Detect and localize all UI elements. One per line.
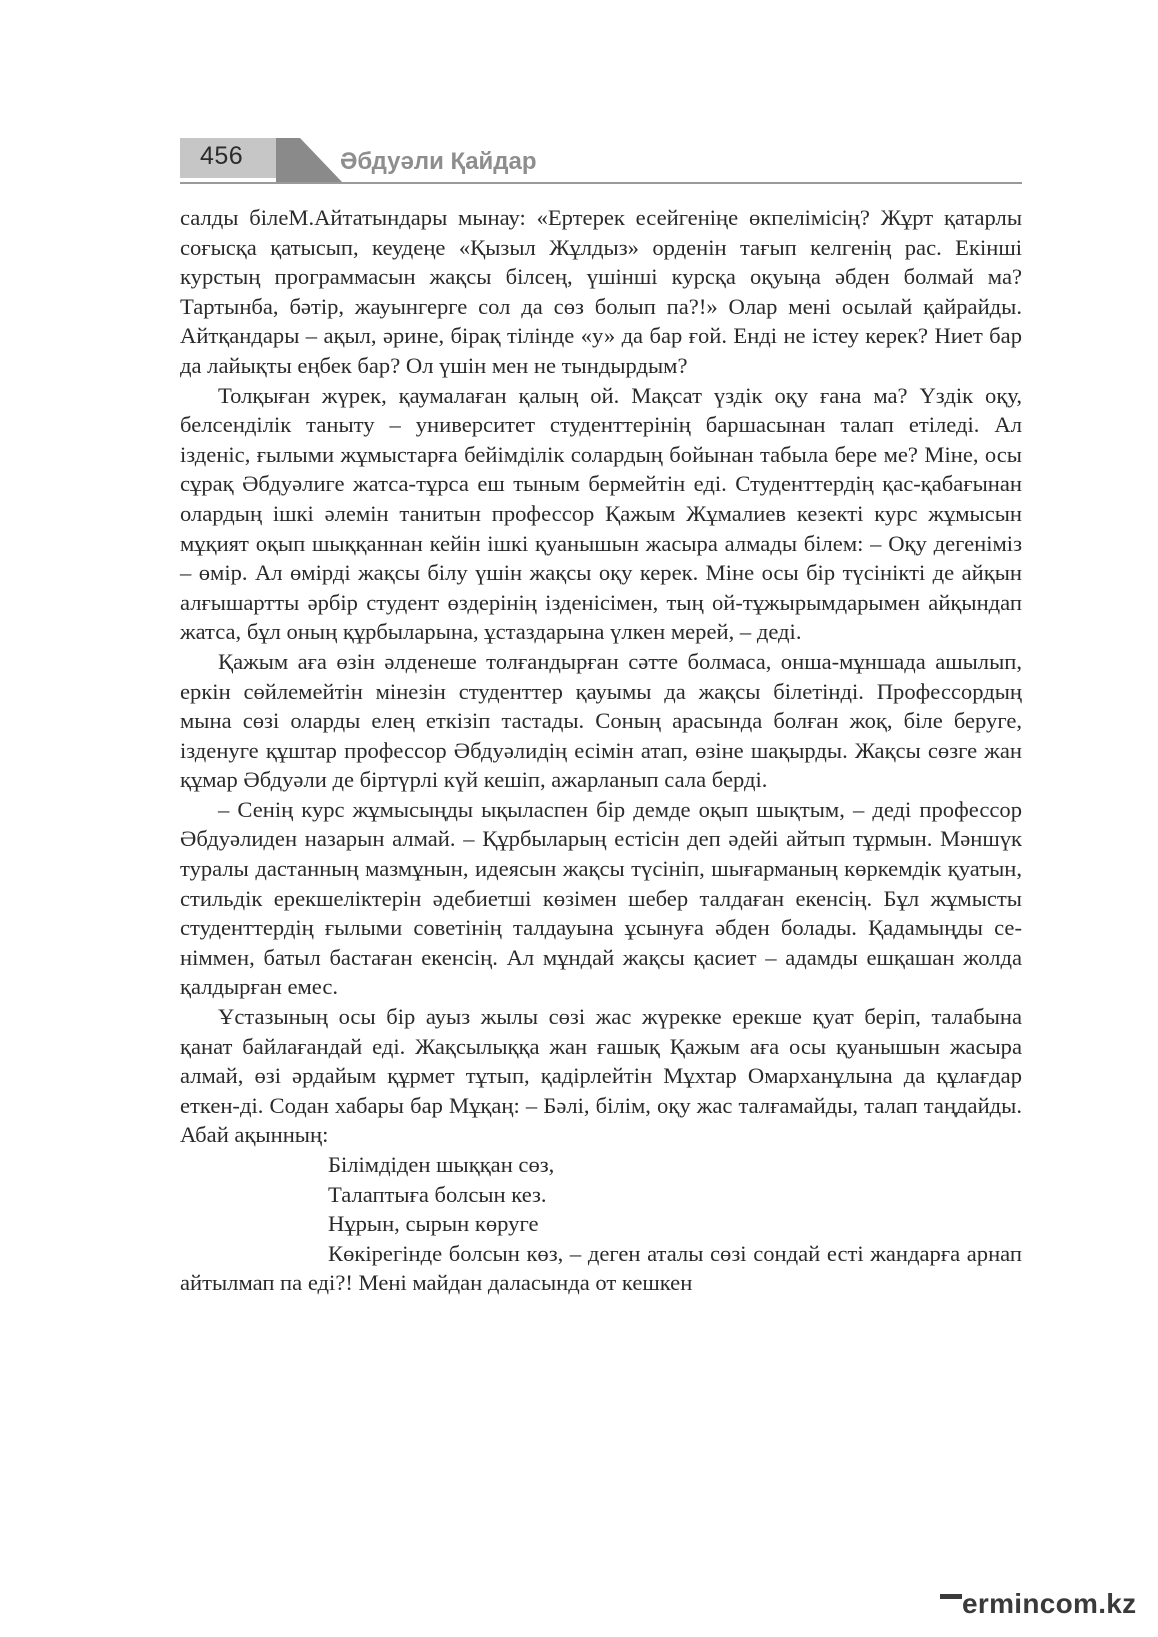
closing-paragraph: Көкірегінде болсын көз, – деген аталы сөзі сондай есті жандарға арнап айтылмап па еді?! Мені майдан даласында от кешкен bbox=[180, 1240, 1022, 1296]
poem-line-1: Білімдіден шыққан сөз, bbox=[328, 1152, 555, 1177]
paragraph-3: Қажым аға өзін әлденеше толғандырған сәтте болмаса, онша-мұншада ашылып, еркін сөйлемейтін мінезін студенттер қауымы да жақсы білетінді. Профессордың мына сөзі оларды елең еткізіп тастады. Соның арасында болған жоқ, біле беруге, ізденуге құштар профессор Әбдуәлидің есімін атап, өзіне шақырды. Жақсы сөзге жан құмар Әбдуәли де біртүрлі күй кешіп, ажарланып сала берді. bbox=[180, 648, 1022, 793]
paragraph-1: салды білеМ.Айтатындары мынау: «Ертерек есейгеніңе өкпелімісің? Жұрт қатарлы соғысқа қатысып, кеудеңе «Қызыл Жұлдыз» орденін тағып келгенің рас. Екінші курстың программасын жақсы білсең, үшінші курсқа оқуыңа әбден болмай ма? Тартынба, бәтір, жауынгерге сол да сөз болып па?!» Олар мені осылай қайрайды. Айтқандары – ақыл, әрине, бірақ тілінде «у» да бар ғой. Енді не істеу керек? Ниет бар да лайықты еңбек бар? Ол үшін мен не тындырдым? bbox=[180, 205, 1022, 378]
paragraph-4: – Сенің курс жұмысыңды ықыласпен бір демде оқып шықтым, – деді профессор Әбдуәлиден назарын алмай. – Құрбыларың естісін деп әдейі айтып тұрмын. Мәншүк туралы дастанның мазмұнын, идеясын жақсы түсініп, шығарманың көркемдік қуатын, стильдік ерекшеліктерін әдебиетші көзімен шебер талдаған екенсің. Бұл жұмысты студенттердің ғылыми советінің талдауына ұсынуға әбден болады. Қадамыңды сеніммен, батыл бастаған екенсің. Ал мұндай жақсы қасиет – адамды ешқашан жолда қалдырған емес. bbox=[180, 796, 1022, 1000]
watermark-t-bar bbox=[940, 1594, 962, 1599]
site-watermark bbox=[940, 1588, 1150, 1628]
poem-line-2: Талаптыға болсын кез. bbox=[328, 1181, 547, 1207]
paragraph-2: Толқыған жүрек, қаумалаған қалың ой. Мақсат үздік оқу ғана ма? Үздік оқу, белсенділік таныту – университет студенттерінің баршасынан талап етіледі. Ал ізденіс, ғылыми жұмыстарға бейімділік солардың бойынан табыла бере ме? Міне, осы сұрақ Әбдуәлиге жатса-тұрса еш тыным бермейтін еді. Студенттердің қас-қабағынан олардың ішкі әлемін танитын профессор Қажым Жұмалиев кезекті курс жұмысын мұқият оқып шыққаннан кейін ішкі қуанышын жасыра алмады білем: – Оқу дегеніміз – өмір. Ал өмірді жақсы білу үшін жақсы оқу керек. Міне осы бір түсінікті де айқын алғышартты әрбір студент өздерінің ізденісімен, тың ой-тұжырымдарымен айқындап жатса, бұл оның құрбыларына, ұстаздарына үлкен мерей, – деді. bbox=[180, 382, 1022, 645]
body-text bbox=[180, 203, 1022, 1298]
header-rule bbox=[180, 182, 1022, 184]
poem-line-3: Нұрын, сырын көруге bbox=[328, 1211, 539, 1237]
header-wedge-shape bbox=[180, 138, 1022, 184]
page-header bbox=[180, 138, 1022, 186]
watermark-text: ermincom.kz bbox=[962, 1588, 1137, 1619]
page-number: 456 bbox=[200, 142, 244, 170]
running-head-author: Әбдуәли Қайдар bbox=[340, 148, 537, 175]
header-wedge bbox=[276, 138, 342, 182]
paragraph-5: Ұстазының осы бір ауыз жылы сөзі жас жүрекке ерекше қуат беріп, талабына қанат байлағандай еді. Жақсылыққа жан ғашық Қажым аға осы қуанышын жасыра алмай, өзі әрдайым құрмет тұтып, қадірлейтін Мұхтар Омарханұлына да құлағдар еткен-ді. Содан хабары бар Мұқаң: – Бәлі, білім, оқу жас талғамайды, талап таңдайды. Абай ақынның: bbox=[180, 1004, 1022, 1148]
